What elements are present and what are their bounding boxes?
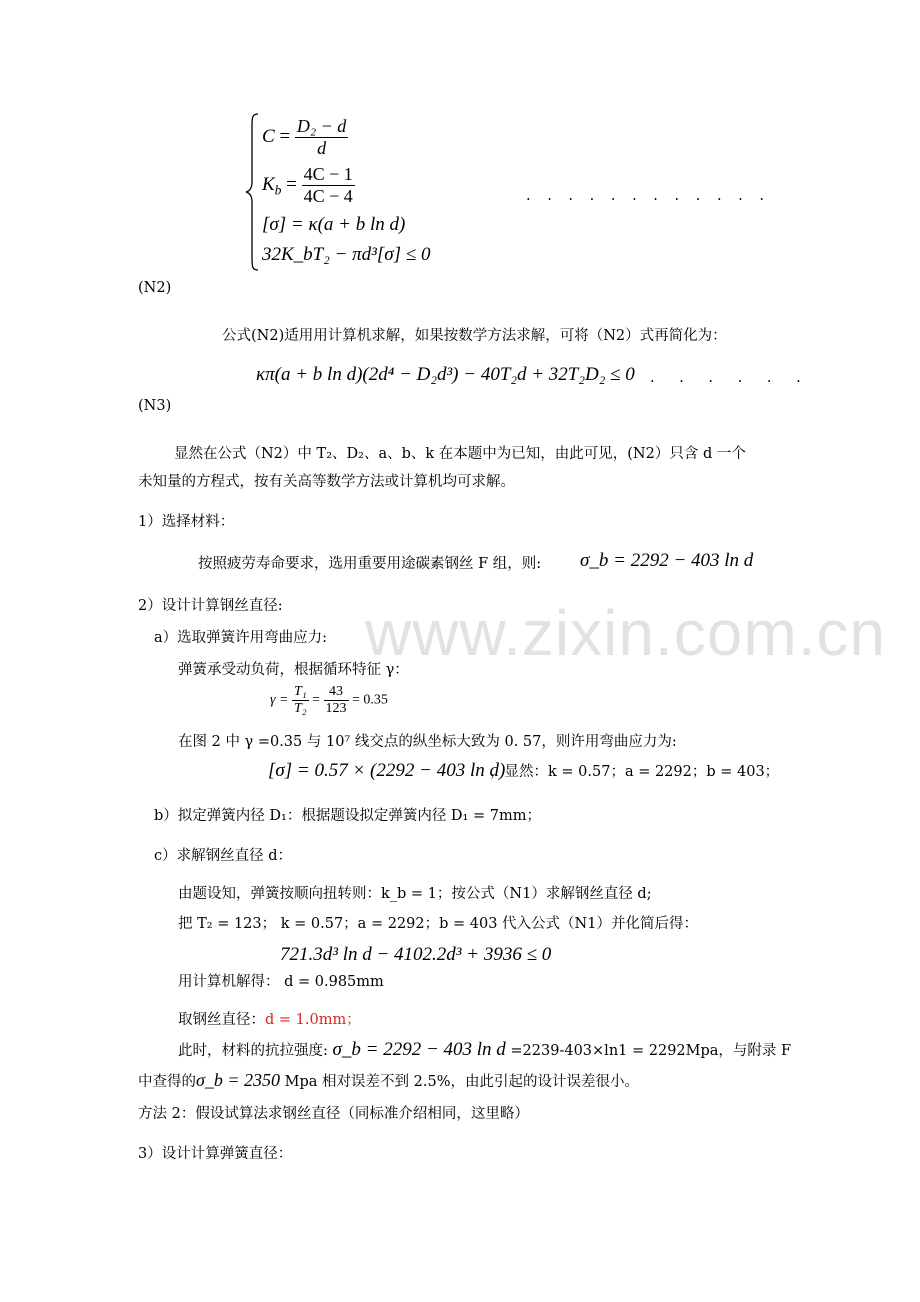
leader-dots-n3: . . . . . . xyxy=(650,370,811,386)
allowable-stress-constants: ，显然：k = 0.57；a = 2292；b = 403； xyxy=(490,764,780,780)
watermark: www.zixin.com.cn xyxy=(365,597,886,669)
section-2a-title: a）选取弹簧许用弯曲应力: xyxy=(154,630,328,646)
section-3-title: 3）设计计算弹簧直径： xyxy=(138,1146,293,1162)
section-1-formula: σ_b = 2292 − 403 ln d xyxy=(580,550,754,571)
section-2c-equation: 721.3d³ ln d − 4102.2d³ + 3936 ≤ 0 xyxy=(280,944,552,965)
equation-n3: κπ(a + b ln d)(2d⁴ − D₂d³) − 40T₂d + 32T₂D₂ ≤ 0 xyxy=(256,364,635,385)
section-2c-line1: 由题设知，弹簧按顺向扭转则：k_b = 1；按公式（N1）求解钢丝直径 d; xyxy=(178,886,652,902)
section-2c-line2: 把 T₂ = 123； k = 0.57；a = 2292；b = 403 代入公式（N1）并化简后得： xyxy=(178,916,698,932)
allowable-stress-formula: [σ] = 0.57 × (2292 − 403 ln d) xyxy=(268,760,506,781)
section-2c-title: c）求解钢丝直径 d： xyxy=(154,848,293,864)
eq-kb-line: $K_b$ = $\frac{4C - 1}{4C - 4}$ xyxy=(262,164,353,206)
section-2b: b）拟定弹簧内径 D₁：根据题设拟定弹簧内径 D₁ = 7mm； xyxy=(154,808,541,824)
left-brace-icon xyxy=(244,112,262,272)
section-2c-solve: 用计算机解得： d = 0.985mm xyxy=(178,974,384,990)
strength-line: 此时，材料的抗拉强度: σ_b = 2292 − 403 ln d =2239-403×ln1 = 2292Mpa，与附录 F xyxy=(178,1039,792,1060)
section-2-title: 2）设计计算钢丝直径: xyxy=(138,598,283,614)
wire-diameter-take: 取钢丝直径：d = 1.0mm； xyxy=(178,1012,361,1028)
paragraph-n2-simplify: 公式(N2)适用用计算机求解，如果按数学方法求解，可将（N2）式再简化为： xyxy=(222,328,727,344)
eq-sigma-line: [σ] = κ(a + b ln d) xyxy=(262,214,406,235)
method-2: 方法 2：假设试算法求钢丝直径（同标准介绍相同，这里略） xyxy=(138,1106,529,1122)
section-2a-line2: 在图 2 中 γ =0.35 与 10⁷ 线交点的纵坐标大致为 0. 57，则许用弯曲应力为: xyxy=(178,734,677,750)
section-1-title: 1）选择材料： xyxy=(138,514,235,530)
wire-diameter-value: d = 1.0mm； xyxy=(265,1012,361,1028)
error-line: 中查得的σ_b = 2350 Mpa 相对误差不到 2.5%，由此引起的设计误差很小。 xyxy=(138,1070,639,1090)
eq-condition-line: 32K_bT₂ − πd³[σ] ≤ 0 xyxy=(262,244,431,265)
eq-c-line: C = $\frac{\text{D₂ − d}}{d}$ xyxy=(262,116,347,158)
paragraph-known-2: 未知量的方程式，按有关高等数学方法或计算机均可求解。 xyxy=(138,474,515,490)
section-1-body: 按照疲劳寿命要求，选用重要用途碳素钢丝 F 组，则: xyxy=(198,556,542,572)
paragraph-known-1: 显然在公式（N2）中 T₂、D₂、a、b、k 在本题中为已知，由此可见，(N2）只含 d 一个 xyxy=(174,446,746,462)
section-2a-line1: 弹簧承受动负荷，根据循环特征 γ： xyxy=(178,662,409,678)
leader-dots: . . . . . . . . . . . . xyxy=(526,188,771,204)
gamma-equation: γ = $\frac{\text{T₁}}{\text{T₂}}$ = $\frac{43}{123}$ = 0.35 xyxy=(270,684,388,716)
equation-label-n2: (N2) xyxy=(138,280,172,296)
equation-label-n3: (N3) xyxy=(138,398,172,414)
